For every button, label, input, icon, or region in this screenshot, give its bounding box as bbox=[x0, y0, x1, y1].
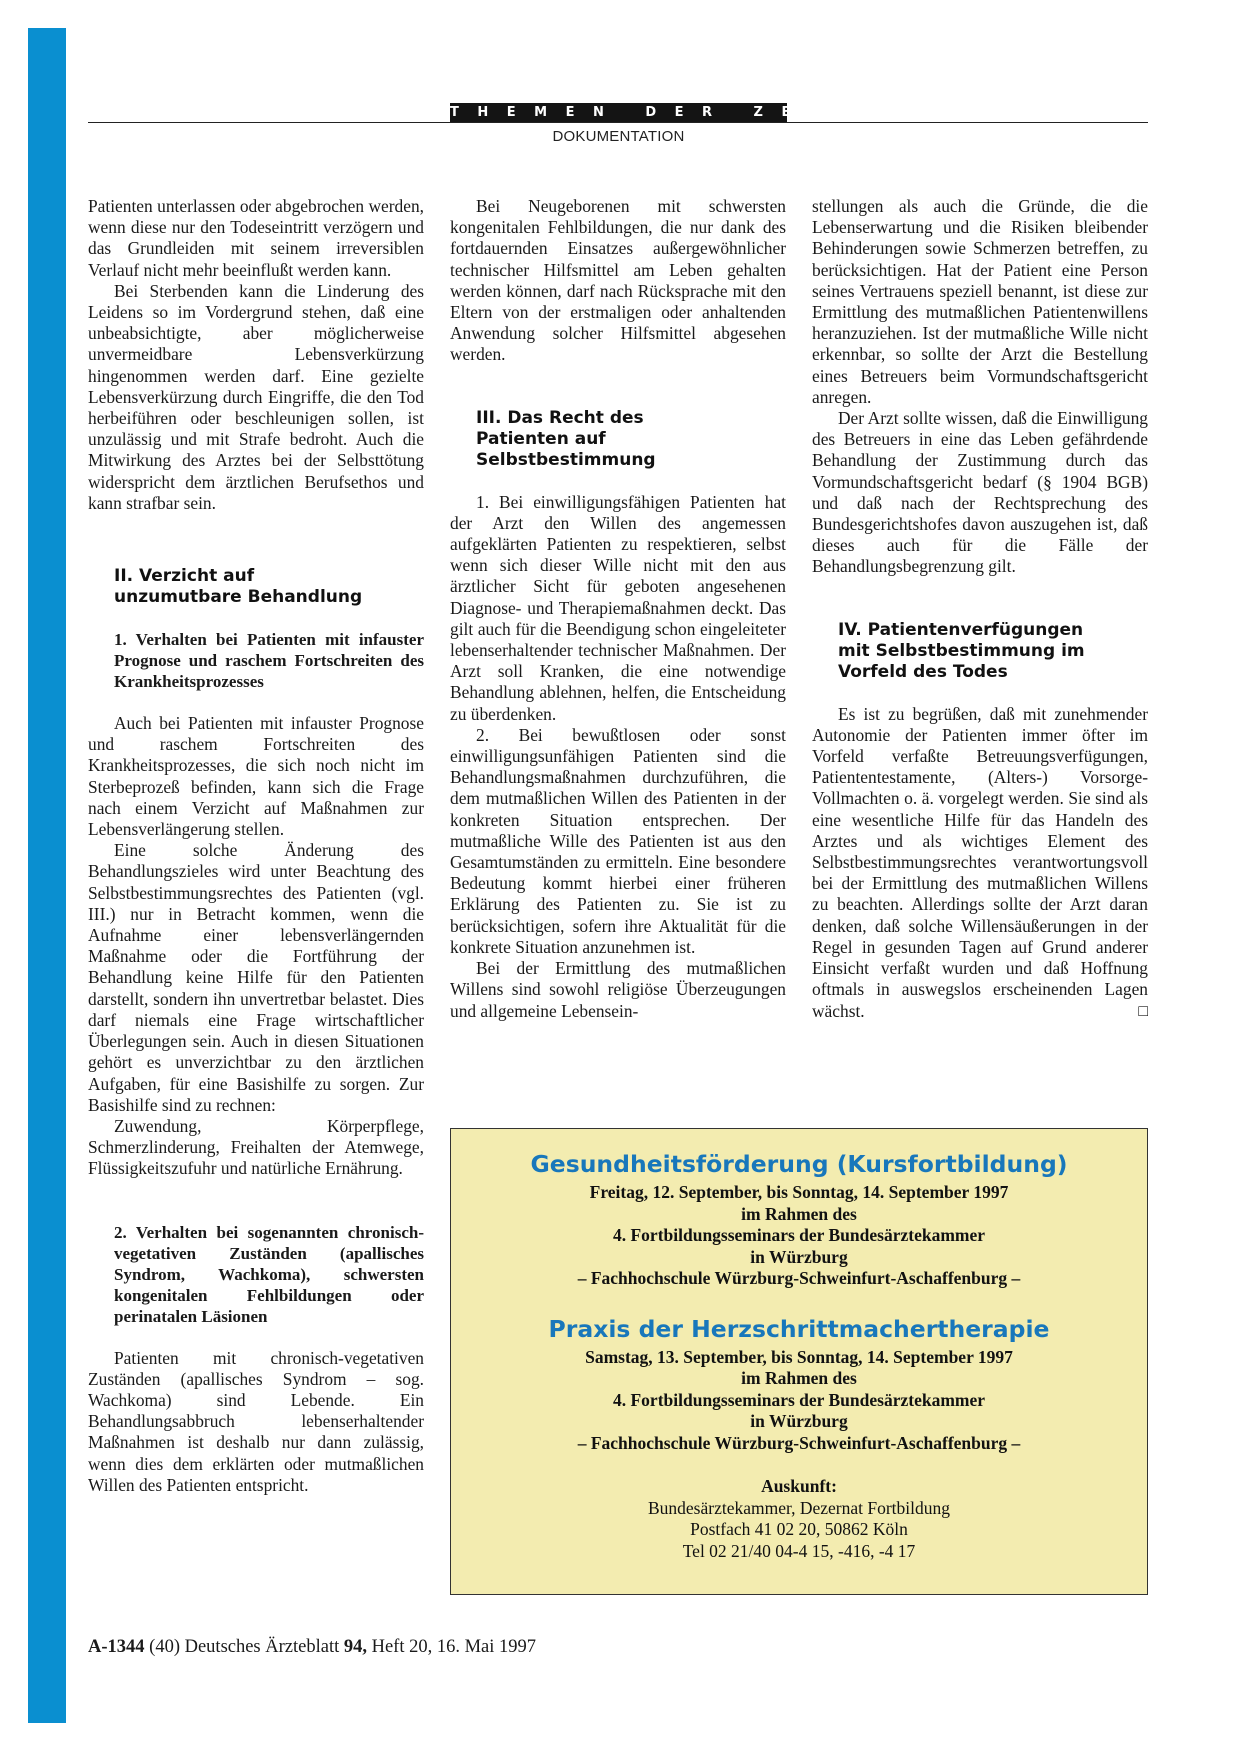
contact-line: Postfach 41 02 20, 50862 Köln bbox=[690, 1519, 908, 1539]
column-3 bbox=[812, 196, 1148, 1022]
issue-date: Heft 20, 16. Mai 1997 bbox=[371, 1637, 537, 1657]
event-line: – Fachhochschule Würzburg-Schweinfurt-Aschaffenburg – bbox=[577, 1432, 1021, 1453]
page-number: A-1344 bbox=[88, 1637, 145, 1657]
paragraph: Patienten unterlassen oder abgebrochen werden, wenn diese nur den Todeseintritt verzögern und das Grundleiden mit seinem irreversiblen Verlauf nicht mehr beeinflußt werden kann. bbox=[88, 196, 424, 280]
paragraph: Bei Neugeborenen mit schwersten kongenitalen Fehlbildungen, die nur dank des fortdauernden Einsatzes außergewöhnlicher technischer Hilfsmittel am Leben gehalten werden können, darf nach Rücksprache mit den Eltern von der erstmaligen oder anhaltenden Anwendung solcher Hilfsmittel abgesehen werden. bbox=[450, 196, 786, 365]
heading-line: II. Verzicht auf bbox=[114, 566, 255, 587]
event-line: 4. Fortbildungsseminars der Bundesärztekammer bbox=[612, 1389, 986, 1410]
page-footer bbox=[88, 1637, 536, 1658]
contact-line: Tel 02 21/40 04-4 15, -416, -4 17 bbox=[682, 1540, 916, 1561]
event-line: – Fachhochschule Würzburg-Schweinfurt-Aschaffenburg – bbox=[577, 1268, 1021, 1288]
heading-line: unzumutbare Behandlung bbox=[114, 587, 363, 608]
event-line: Samstag, 13. September, bis Sonntag, 14. September 1997 bbox=[585, 1346, 1013, 1367]
event-line: im Rahmen des bbox=[741, 1368, 857, 1388]
paragraph-text: Es ist zu begrüßen, daß mit zunehmender Autonomie der Patienten immer öfter im Vorfeld verfaßte Betreuungsverfügungen, Patiententestamente, (Alters-) Vorsorge-Vollmachten o. ä. vorgelegt werden. Sie sind als eine wesentliche Hilfe für das Handeln des Arztes und als wichtiges Element des Selbstbestimmungsrechtes verantwortungsvoll bei der Ermittlung des mutmaßlichen Willens zu beachten. Allerdings sollte der Arzt daran denken, daß solche Willensäußerungen in der Regel in gesunden Tagen auf Grund anderer Einsicht verfaßt wurden und daß Hoffnung oftmals in auswegslos erscheinenden Lagen wächst. bbox=[812, 703, 1148, 1021]
heading-line: Vorfeld des Todes bbox=[838, 661, 1008, 682]
section-subtitle: DOKUMENTATION bbox=[552, 128, 685, 145]
event-title: Gesundheitsförderung (Kursfortbildung) bbox=[530, 1150, 1068, 1178]
heading-line: Patienten auf bbox=[476, 428, 606, 449]
heading-line: III. Das Recht des bbox=[476, 407, 644, 428]
paragraph: stellungen als auch die Gründe, die die Lebenserwartung und die Risiken bleibender Behinderungen sowie Schmerzen betreffen, zu berücksichtigen. Hat der Patient eine Person seines Vertrauens speziell benannt, ist diese zur Ermittlung des mutmaßlichen Patientenwillens heranzuziehen. Ist der mutmaßliche Wille nicht erkennbar, so sollte der Arzt die Bestellung eines Betreuers beim Vormundschaftsgericht anregen. bbox=[812, 196, 1148, 407]
paragraph: Auch bei Patienten mit infauster Prognose und raschem Fortschreiten des Krankheitsprozesses, die sich noch nicht im Sterbeprozeß befinden, kann sich die Frage nach einem Verzicht auf Maßnahmen zur Lebensverlängerung stellen. bbox=[88, 713, 424, 840]
paragraph: Zuwendung, Körperpflege, Schmerzlinderung, Freihalten der Atemwege, Flüssigkeitszufuhr und natürliche Ernährung. bbox=[88, 1115, 424, 1179]
volume-number: 94, bbox=[343, 1637, 367, 1657]
header-rule bbox=[88, 122, 1148, 123]
end-mark-icon: □ bbox=[1138, 1002, 1148, 1020]
page-header bbox=[88, 100, 1148, 148]
heading-line: mit Selbstbestimmung im bbox=[838, 640, 1085, 661]
event-info-box bbox=[450, 1128, 1148, 1595]
heading-line: IV. Patientenverfügungen bbox=[838, 619, 1084, 640]
section-band: THEMEN DER ZEIT bbox=[450, 105, 860, 120]
paragraph: Der Arzt sollte wissen, daß die Einwilligung des Betreuers in eine das Leben gefährdende Behandlung der Zustimmung durch das Vormundschaftsgericht bedarf (§ 1904 BGB) und daß nach der Rechtsprechung des Bundesgerichtshofes davon auszugehen ist, daß dieses auch für die Fälle der Behandlungsbegrenzung gilt. bbox=[812, 408, 1148, 577]
publication-name: (40) Deutsches Ärzteblatt bbox=[149, 1637, 340, 1657]
section-heading-2 bbox=[88, 566, 424, 608]
accent-bar bbox=[28, 28, 66, 1723]
event-title: Praxis der Herzschrittmachertherapie bbox=[548, 1314, 1050, 1343]
paragraph: Eine solche Änderung des Behandlungszieles wird unter Beachtung des Selbstbestimmungsrechtes des Patienten (vgl. III.) nur in Betracht kommen, wenn die Aufnahme einer lebensverlängernden Maßnahme oder die Fortführung der Behandlung keine Hilfe für den Patienten darstellt, sondern ihn unvertretbar belastet. Dies darf niemals eine Frage wirtschaftlicher Überlegungen sein. Auch in diesen Situationen gehört es unverzichtbar zu den ärztlichen Aufgaben, für eine Basishilfe zu sorgen. Zur Basishilfe sind zu rechnen: bbox=[88, 840, 424, 1115]
event-line: Freitag, 12. September, bis Sonntag, 14. September 1997 bbox=[589, 1182, 1009, 1202]
column-1 bbox=[88, 196, 424, 1496]
contact-label: Auskunft: bbox=[761, 1476, 837, 1496]
paragraph: Bei Sterbenden kann die Linderung des Leidens so im Vordergrund stehen, daß eine unbeabsichtigte, aber möglicherweise unvermeidbare Lebensverkürzung hingenommen werden darf. Eine gezielte Lebensverkürzung durch Eingriffe, die den Tod herbeiführen oder beschleunigen sollen, ist unzulässig und mit Strafe bedroht. Auch die Mitwirkung des Arztes bei der Selbsttötung widerspricht dem ärztlichen Berufsethos und kann strafbar sein. bbox=[88, 280, 424, 513]
heading-line: Selbstbestimmung bbox=[476, 449, 656, 470]
column-2 bbox=[450, 196, 786, 1022]
paragraph: Patienten mit chronisch-vegetativen Zuständen (apallisches Syndrom – sog. Wachkoma) sind Lebende. Ein Behandlungsabbruch lebenserhaltender Maßnahmen ist deshalb nur dann zulässig, wenn dies dem erklärten oder mutmaßlichen Willen des Patienten entspricht. bbox=[88, 1347, 424, 1495]
event-line: in Würzburg bbox=[750, 1411, 848, 1431]
event-details bbox=[451, 1347, 1147, 1455]
paragraph bbox=[812, 704, 1148, 1022]
event-line: in Würzburg bbox=[750, 1246, 848, 1267]
event-details bbox=[451, 1182, 1147, 1290]
event-line: 4. Fortbildungsseminars der Bundesärztekammer bbox=[612, 1225, 986, 1245]
paragraph: Bei der Ermittlung des mutmaßlichen Willens sind sowohl religiöse Überzeugungen und allgemeine Lebensein- bbox=[450, 958, 786, 1021]
paragraph: 1. Bei einwilligungsfähigen Patienten hat der Arzt den Willen des angemessen aufgeklärten Patienten zu respektieren, selbst wenn sich dieser Wille nicht mit den aus ärztlicher Sicht für geboten angesehenen Diagnose- und Therapiemaßnahmen deckt. Das gilt auch für die Beendigung schon eingeleiteter lebenserhaltender technischer Maßnahmen. Der Arzt soll Kranken, die eine notwendige Behandlung ablehnen, helfen, die Entscheidung zu überdenken. bbox=[450, 491, 786, 724]
section-heading-4 bbox=[812, 620, 1148, 683]
paragraph: 2. Bei bewußtlosen oder sonst einwilligungsunfähigen Patienten sind die Behandlungsmaßnahmen durchzuführen, die dem mutmaßlichen Willen des Patienten in der konkreten Situation entsprechen. Der mutmaßliche Wille des Patienten ist aus den Gesamtumständen zu ermitteln. Eine besondere Bedeutung kommt hierbei einer früheren Erklärung des Patienten zu. Sie ist zu berücksichtigen, sofern ihre Aktualität für die konkrete Situation anzunehmen ist. bbox=[450, 724, 786, 957]
contact-line: Bundesärztekammer, Dezernat Fortbildung bbox=[647, 1497, 951, 1518]
section-heading-3 bbox=[450, 408, 786, 471]
subheading: 2. Verhalten bei sogenannten chronisch-vegetativen Zuständen (apallisches Syndrom, Wachkoma), schwersten kongenitalen Fehlbildungen oder perinatalen Läsionen bbox=[114, 1222, 424, 1326]
subheading: 1. Verhalten bei Patienten mit infauster Prognose und raschem Fortschreiten des Krankheitsprozesses bbox=[114, 630, 424, 692]
event-line: im Rahmen des bbox=[741, 1203, 857, 1224]
